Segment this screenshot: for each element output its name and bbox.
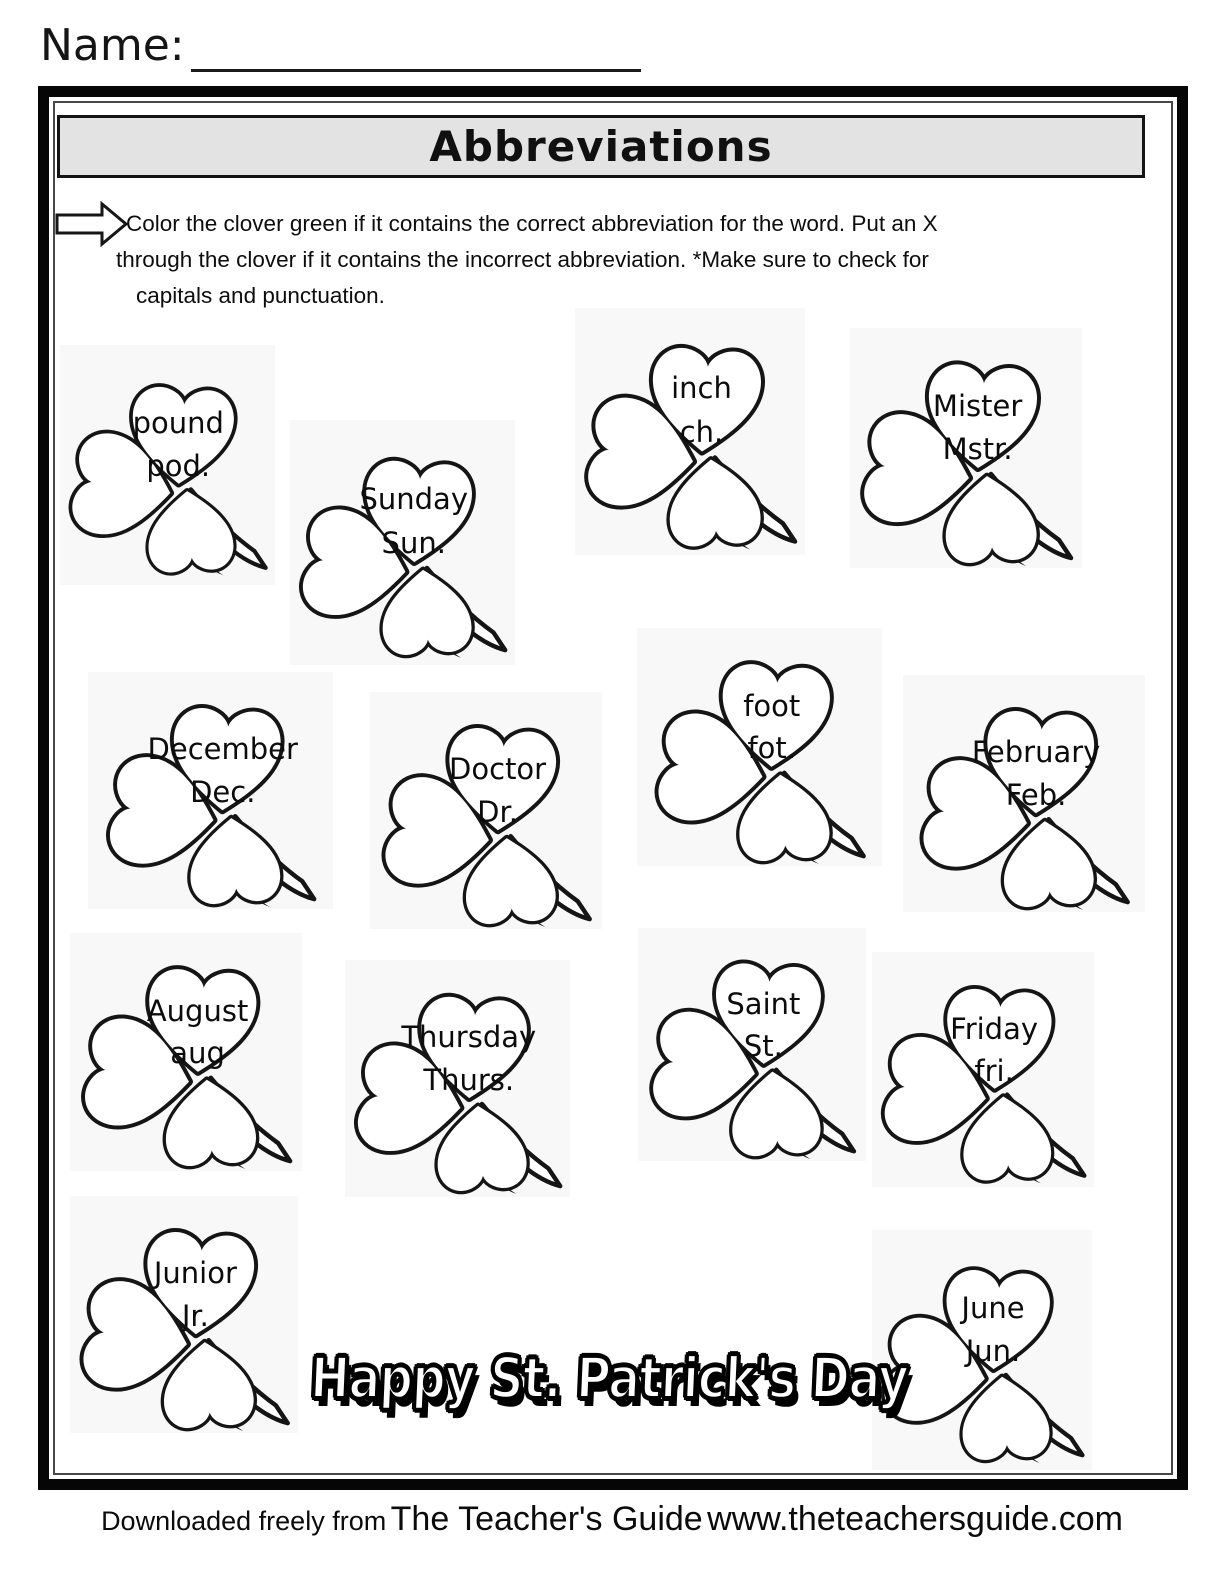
clover-word: Friday [950, 1011, 1039, 1046]
clover-tile-friday[interactable] [872, 952, 1094, 1187]
clover-word: inch [671, 370, 732, 405]
clover-tile-pound[interactable] [60, 345, 275, 585]
clover-tile-junior[interactable] [70, 1196, 298, 1433]
instructions-line3: capitals and punctuation. [136, 283, 385, 308]
clover-abbr: Feb. [1005, 777, 1067, 812]
instructions [116, 206, 1101, 314]
banner-text: Happy St. Patrick's Day [309, 1345, 910, 1412]
name-label: Name: [40, 20, 185, 71]
banner [309, 1318, 910, 1450]
clover-word: Mister [932, 389, 1023, 423]
name-row [40, 20, 641, 72]
clover-abbr: fot. [747, 731, 797, 766]
clover-word: February [971, 735, 1101, 770]
clover-tile-sunday[interactable] [290, 420, 515, 665]
clover-abbr: St. [743, 1029, 783, 1064]
clover-word: August [146, 993, 249, 1028]
clover-abbr: Jr. [181, 1298, 209, 1333]
clover-tile-inch[interactable] [575, 308, 805, 555]
clover-abbr: pod. [146, 449, 211, 484]
clover-abbr: Jun. [965, 1334, 1021, 1369]
title-bar [57, 115, 1145, 178]
clover-tile-doctor[interactable] [370, 692, 602, 929]
clover-word: foot [743, 688, 801, 723]
clover-tile-august[interactable] [70, 933, 302, 1171]
clover-word: Thursday [401, 1020, 537, 1055]
footer-brand: The Teacher's Guide [390, 1500, 703, 1538]
clover-tile-february[interactable] [903, 675, 1145, 912]
clover-abbr: Thurs. [423, 1062, 515, 1097]
clover-word: June [961, 1291, 1025, 1325]
clover-abbr: Sun. [381, 526, 446, 561]
clover-tile-foot[interactable] [637, 628, 882, 866]
clover-abbr: aug [170, 1036, 225, 1071]
clover-abbr: Mstr. [942, 432, 1013, 467]
clover-abbr: Dec. [190, 774, 256, 809]
footer-url[interactable]: www.theteachersguide.com [707, 1500, 1123, 1538]
clover-abbr: fri. [974, 1054, 1014, 1089]
clover-word: Saint [726, 987, 801, 1022]
clover-tile-mister[interactable] [850, 328, 1082, 568]
clover-tile-saint[interactable] [638, 928, 866, 1161]
clover-tile-december[interactable] [88, 672, 333, 909]
name-blank-line[interactable] [191, 25, 641, 72]
footer-prefix: Downloaded freely from [101, 1506, 387, 1536]
instructions-line2: through the clover if it contains the incorrect abbreviation. *Make sure to check for [116, 247, 929, 272]
clover-word: pound [132, 406, 224, 440]
clover-word: Sunday [359, 482, 468, 517]
footer [0, 1500, 1224, 1539]
clover-abbr: Dr. [477, 794, 518, 829]
clover-word: Doctor [449, 752, 547, 787]
clover-tile-thursday[interactable] [345, 960, 570, 1197]
clover-abbr: ch. [679, 415, 724, 450]
clover-word: December [147, 732, 298, 767]
clover-word: Junior [153, 1256, 237, 1291]
page-title: Abbreviations [429, 122, 773, 171]
instructions-line1: Color the clover green if it contains the correct abbreviation for the word. Put an X [126, 211, 938, 236]
